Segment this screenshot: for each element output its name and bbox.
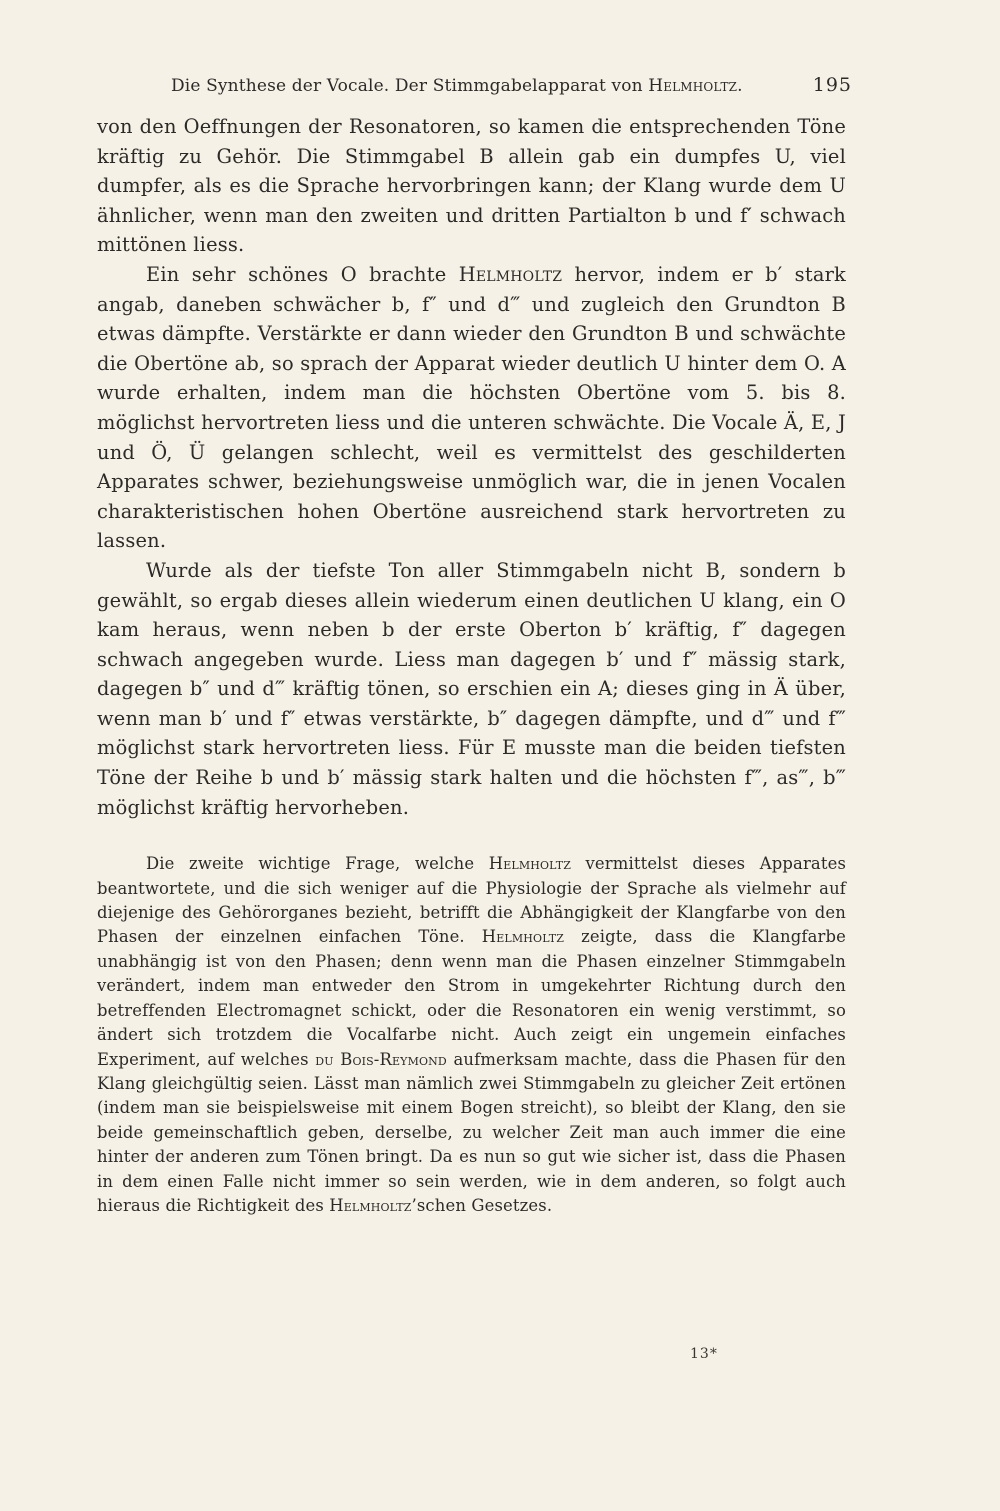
running-head-title: Die Synthese der Vocale. Der Stimmgabelapparat von Helmholtz.: [171, 76, 743, 96]
author-name: Helmholtz: [458, 262, 563, 286]
paragraph-3: Wurde als der tiefste Ton aller Stimmgabeln nicht B, sondern b gewählt, so ergab dieses allein wiederum einen deutlichen U klang, ein O kam heraus, wenn neben b der erste Oberton b′ kräftig, f″ dagegen schwach angegeben wurde. Liess man dagegen b′ und f″ mässig stark, dagegen b″ und d‴ kräftig tönen, so erschien ein A; dieses ging in Ä über, wenn man b′ und f″ etwas verstärkte, b″ dagegen dämpfte, und d‴ und f‴ möglichst stark hervortreten liess. Für E musste man die beiden tiefsten Töne der Reihe b und b′ mässig stark halten und die höchsten f‴, as‴, b‴ möglichst kräftig hervorheben.: [97, 558, 846, 819]
author-name: Helmholtz: [488, 854, 571, 874]
running-head: [97, 74, 852, 100]
author-name: Helmholtz: [481, 927, 565, 947]
paragraph-1: von den Oeffnungen der Resonatoren, so kamen die entsprechenden Töne kräftig zu Gehör. Die Stimmgabel B allein gab ein dumpfes U, viel dumpfer, als es die Sprache hervorbringen kann; der Klang wurde dem U ähnlicher, wenn man den zweiten und dritten Partialton b und f′ schwach mittönen liess.: [97, 115, 846, 257]
page-number: 195: [812, 74, 852, 96]
small-print-paragraph: Die zweite wichtige Frage, welche Helmholtz vermittelst dieses Apparates beantwortete, und die sich weniger auf die Physiologie der Sprache als vielmehr auf diejenige des Gehörorganes bezieht, betrifft die Abhängigkeit der Klangfarbe von den Phasen der einzelnen einfachen Töne. Helmholtz zeigte, dass die Klangfarbe unabhängig ist von den Phasen; denn wenn man die Phasen einzelner Stimmgabeln verändert, indem man entweder den Strom in umgekehrter Richtung durch den betreffenden Electromagnet schickt, oder die Resonatoren ein wenig verstimmt, so ändert sich trotzdem die Vocalfarbe nicht. Auch zeigt ein ungemein einfaches Experiment, auf welches du Bois-Reymond aufmerksam machte, dass die Phasen für den Klang gleichgültig seien. Lässt man nämlich zwei Stimmgabeln zu gleicher Zeit ertönen (indem man sie beispielsweise mit einem Bogen streicht), so bleibt der Klang, den sie beide gemeinschaftlich geben, derselbe, zu welcher Zeit man auch immer die eine hinter der anderen zum Tönen bringt. Da es nun so gut wie sicher ist, dass die Phasen in dem einen Falle nicht immer so sein werden, wie in dem anderen, so folgt auch hieraus die Richtigkeit des Helmholtz’schen Gesetzes.: [97, 854, 847, 1215]
author-name: Helmholtz: [648, 76, 738, 96]
paragraph-2: Ein sehr schönes O brachte Helmholtz hervor, indem er b′ stark angab, daneben schwächer b, f″ und d‴ und zugleich den Grundton B etwas dämpfte. Verstärkte er dann wieder den Grundton B und schwächte die Obertöne ab, so sprach der Apparat wieder deutlich U hinter dem O. A wurde erhalten, indem man die höchsten Obertöne vom 5. bis 8. möglichst hervortreten liess und die unteren schwächte. Die Vocale Ä, E, J und Ö, Ü gelangen schlecht, weil es vermittelst des geschilderten Apparates schwer, beziehungsweise unmöglich war, die in jenen Vocalen charakteristischen hohen Obertöne ausreichend stark hervortreten zu lassen.: [97, 262, 847, 553]
signature-mark: 13*: [690, 1346, 718, 1362]
author-name: du Bois-Reymond: [315, 1049, 447, 1069]
small-print-section: [97, 852, 846, 1218]
main-text: [97, 112, 846, 822]
author-name: Helmholtz: [329, 1195, 412, 1215]
